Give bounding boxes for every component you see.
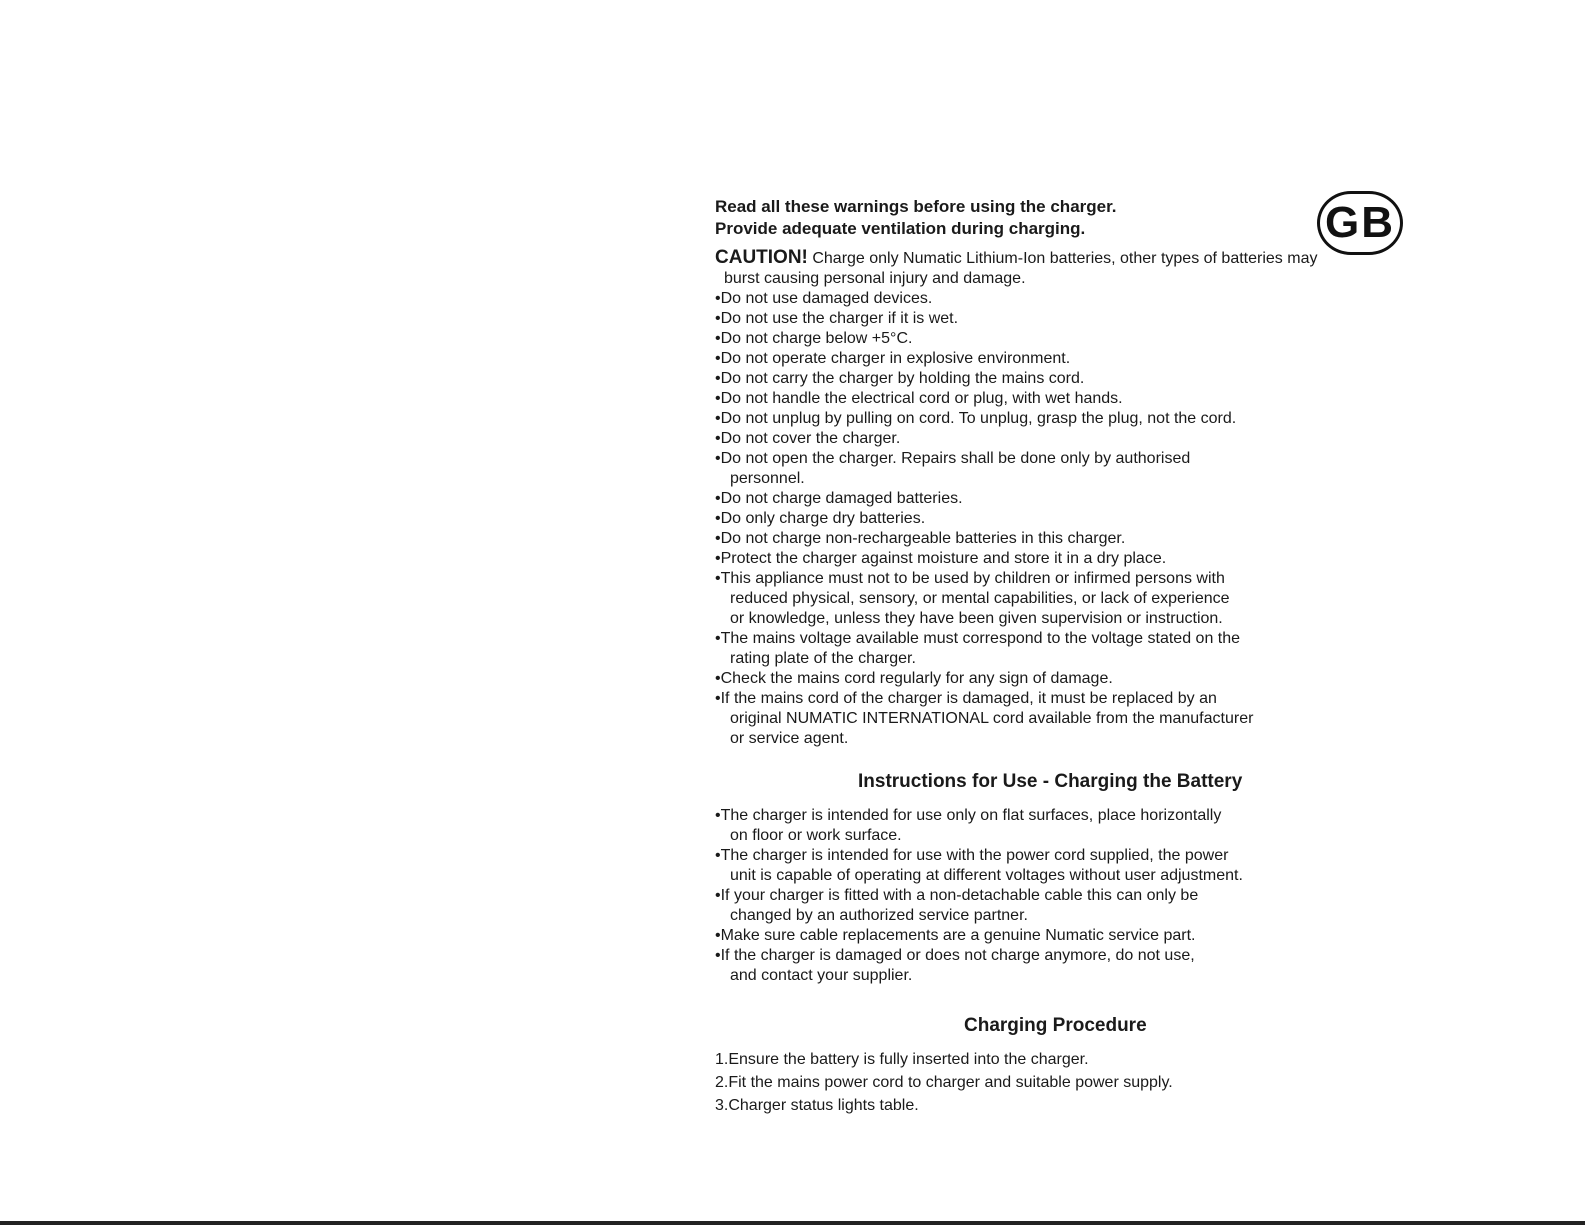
instruction-item-text: •Make sure cable replacements are a genuine Numatic service part.	[715, 927, 1196, 944]
instruction-item-text: •If the charger is damaged or does not charge anymore, do not use,	[715, 947, 1195, 964]
instruction-item	[715, 946, 1415, 986]
header-read-warnings: Read all these warnings before using the charger.	[715, 197, 1117, 216]
warning-item	[715, 289, 1415, 309]
warning-item-text: •Check the mains cord regularly for any sign of damage.	[715, 670, 1113, 687]
warning-item-text: •This appliance must not to be used by children or infirmed persons with	[715, 570, 1225, 587]
warning-item-text: •Do not operate charger in explosive environment.	[715, 350, 1071, 367]
instruction-item	[715, 886, 1415, 926]
warning-item	[715, 569, 1415, 629]
warning-item-text: •Do not use the charger if it is wet.	[715, 310, 959, 327]
caution-text: Charge only Numatic Lithium-Ion batteries, other types of batteries may	[807, 250, 1318, 267]
procedure-step: 3.Charger status lights table.	[715, 1097, 919, 1114]
warning-item-continuation: or service agent.	[730, 730, 849, 747]
warning-item	[715, 329, 1415, 349]
instructions-heading: Instructions for Use - Charging the Battery	[858, 771, 1243, 792]
bottom-border	[0, 1221, 1585, 1225]
warnings-list	[715, 289, 1415, 749]
instruction-item-continuation: changed by an authorized service partner.	[730, 907, 1028, 924]
caution-paragraph	[715, 248, 1415, 289]
warning-item-text: •Do not carry the charger by holding the mains cord.	[715, 370, 1085, 387]
procedure-heading: Charging Procedure	[964, 1015, 1147, 1036]
warning-item-text: •Do not charge non-rechargeable batteries in this charger.	[715, 530, 1126, 547]
procedure-list	[715, 1048, 1415, 1117]
warning-item-text: •The mains voltage available must correspond to the voltage stated on the	[715, 630, 1241, 647]
caution-label: CAUTION!	[715, 247, 808, 268]
warning-item	[715, 529, 1415, 549]
warning-item	[715, 629, 1415, 669]
warning-item-text: •Do not unplug by pulling on cord. To unplug, grasp the plug, not the cord.	[715, 410, 1237, 427]
warning-item	[715, 429, 1415, 449]
gb-badge-text: GB	[1325, 198, 1395, 247]
warning-item-continuation: original NUMATIC INTERNATIONAL cord available from the manufacturer	[730, 710, 1254, 727]
warning-item	[715, 309, 1415, 329]
instruction-item	[715, 926, 1415, 946]
warning-item-continuation: reduced physical, sensory, or mental capabilities, or lack of experience	[730, 590, 1230, 607]
header-ventilation: Provide adequate ventilation during charging.	[715, 219, 1086, 238]
instruction-item-continuation: on floor or work surface.	[730, 827, 902, 844]
warning-item	[715, 509, 1415, 529]
warning-item	[715, 489, 1415, 509]
warning-item-text: •Do not open the charger. Repairs shall be done only by authorised	[715, 450, 1191, 467]
warning-item-text: •Do not use damaged devices.	[715, 290, 933, 307]
instruction-item-text: •The charger is intended for use only on flat surfaces, place horizontally	[715, 807, 1222, 824]
warning-item	[715, 369, 1415, 389]
caution-first-line	[715, 248, 1415, 269]
instructions-list	[715, 806, 1415, 986]
warning-item-continuation: or knowledge, unless they have been given supervision or instruction.	[730, 610, 1223, 627]
instruction-item-continuation: and contact your supplier.	[730, 967, 913, 984]
warning-item	[715, 449, 1415, 489]
instruction-item-text: •If your charger is fitted with a non-detachable cable this can only be	[715, 887, 1199, 904]
warning-item-text: •Do not charge below +5°C.	[715, 330, 913, 347]
warning-item	[715, 349, 1415, 369]
instruction-item	[715, 806, 1415, 846]
warning-item-continuation: rating plate of the charger.	[730, 650, 916, 667]
warning-item	[715, 669, 1415, 689]
warning-item-text: •Do not cover the charger.	[715, 430, 901, 447]
procedure-step: 2.Fit the mains power cord to charger and suitable power supply.	[715, 1074, 1173, 1091]
warning-item-text: •Do only charge dry batteries.	[715, 510, 926, 527]
warning-item-text: •Do not handle the electrical cord or plug, with wet hands.	[715, 390, 1123, 407]
warning-item-text: •Protect the charger against moisture and store it in a dry place.	[715, 550, 1167, 567]
instruction-item	[715, 846, 1415, 886]
procedure-step: 1.Ensure the battery is fully inserted into the charger.	[715, 1051, 1089, 1068]
instruction-item-continuation: unit is capable of operating at different voltages without user adjustment.	[730, 867, 1243, 884]
warning-item-text: •Do not charge damaged batteries.	[715, 490, 963, 507]
warning-item-continuation: personnel.	[730, 470, 805, 487]
caution-continuation: burst causing personal injury and damage.	[724, 270, 1026, 287]
warning-item	[715, 549, 1415, 569]
warning-item	[715, 689, 1415, 749]
instruction-item-text: •The charger is intended for use with the power cord supplied, the power	[715, 847, 1229, 864]
warnings-page	[715, 196, 1415, 1117]
warning-item-text: •If the mains cord of the charger is damaged, it must be replaced by an	[715, 690, 1217, 707]
warning-item	[715, 389, 1415, 409]
warning-item	[715, 409, 1415, 429]
